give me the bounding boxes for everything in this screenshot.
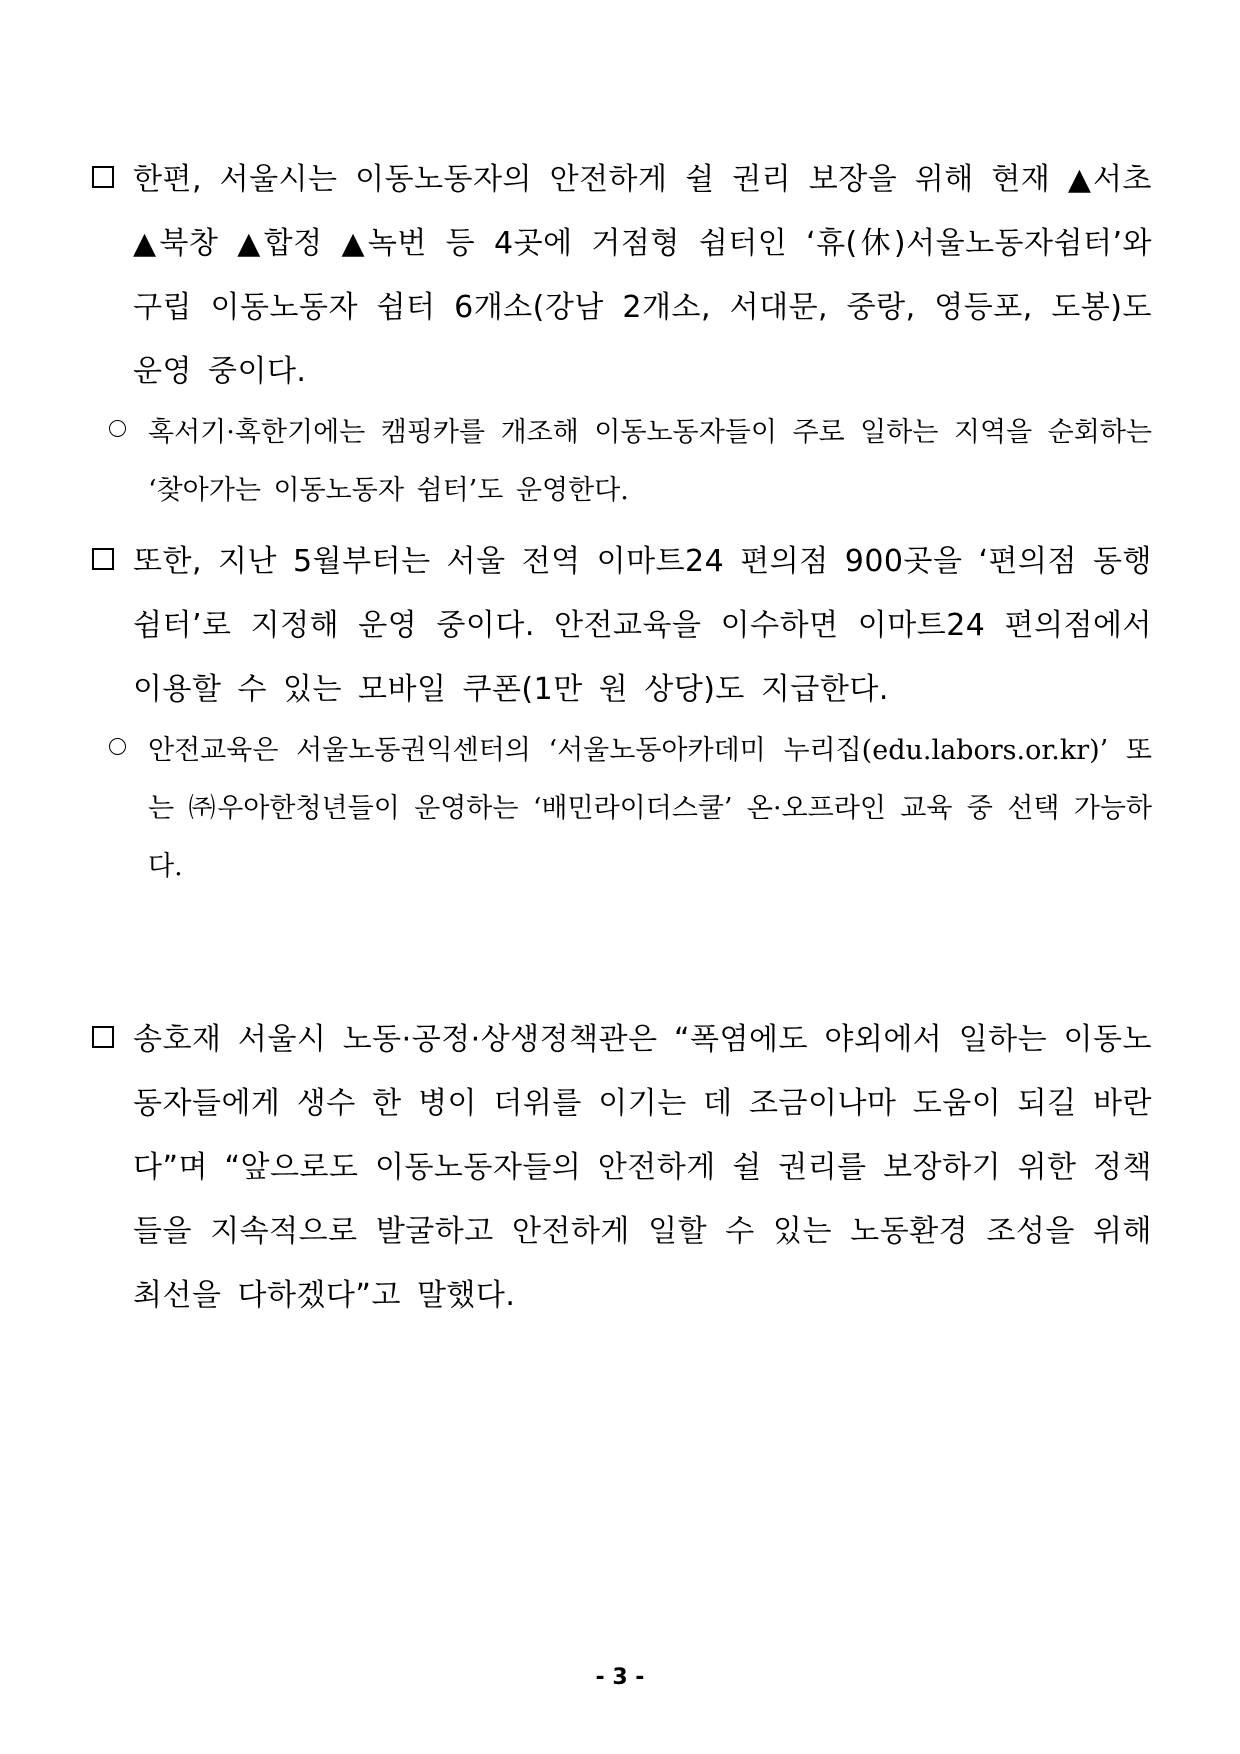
- sub-item-1: [109, 404, 1152, 520]
- main-item-2: [92, 530, 1152, 722]
- sub-text-2: 안전교육은 서울노동권익센터의 ‘서울노동아카데미 누리집(edu.labors.or.kr)’ 또는 ㈜우아한청년들이 운영하는 ‘배민라이더스쿨’ 온·오프라인 교육 중 선택 가능하다.: [148, 735, 1152, 882]
- paragraph-3: [92, 1008, 1152, 1328]
- sub-text-1: 혹서기·혹한기에는 캠핑카를 개조해 이동노동자들이 주로 일하는 지역을 순회하는 ‘찾아가는 이동노동자 쉼터’도 운영한다.: [148, 417, 1152, 506]
- main-text-3: 송호재 서울시 노동·공정·상생정책관은 “폭염에도 야외에서 일하는 이동노동자들에게 생수 한 병이 더위를 이기는 데 조금이나마 도움이 되길 바란다”며 “앞으로도 이동노동자들의 안전하게 쉴 권리를 보장하기 위한 정책들을 지속적으로 발굴하고 안전하게 일할 수 있는 노동환경 조성을 위해 최선을 다하겠다”고 말했다.: [133, 1022, 1152, 1313]
- main-text-2: 또한, 지난 5월부터는 서울 전역 이마트24 편의점 900곳을 ‘편의점 동행쉼터’로 지정해 운영 중이다. 안전교육을 이수하면 이마트24 편의점에서 이용할 수 있는 모바일 쿠폰(1만 원 상당)도 지급한다.: [133, 544, 1152, 707]
- main-text-1: 한편, 서울시는 이동노동자의 안전하게 쉴 권리 보장을 위해 현재 ▲서초 ▲북창 ▲합정 ▲녹번 등 4곳에 거점형 쉼터인 ‘휴(休)서울노동자쉼터’와 구립 이동노동자 쉼터 6개소(강남 2개소, 서대문, 중랑, 영등포, 도봉)도 운영 중이다.: [133, 162, 1152, 389]
- paragraph-2: [92, 530, 1152, 896]
- main-item-1: [92, 148, 1152, 404]
- checkbox-bullet-icon: [92, 548, 114, 570]
- checkbox-bullet-icon: [92, 166, 114, 188]
- page-number: - 3 -: [595, 1665, 645, 1690]
- paragraph-1: [92, 148, 1152, 520]
- main-item-3: [92, 1008, 1152, 1328]
- sub-item-2: [109, 722, 1152, 896]
- checkbox-bullet-icon: [92, 1026, 114, 1048]
- circle-bullet-icon: [109, 738, 126, 755]
- circle-bullet-icon: [109, 420, 126, 437]
